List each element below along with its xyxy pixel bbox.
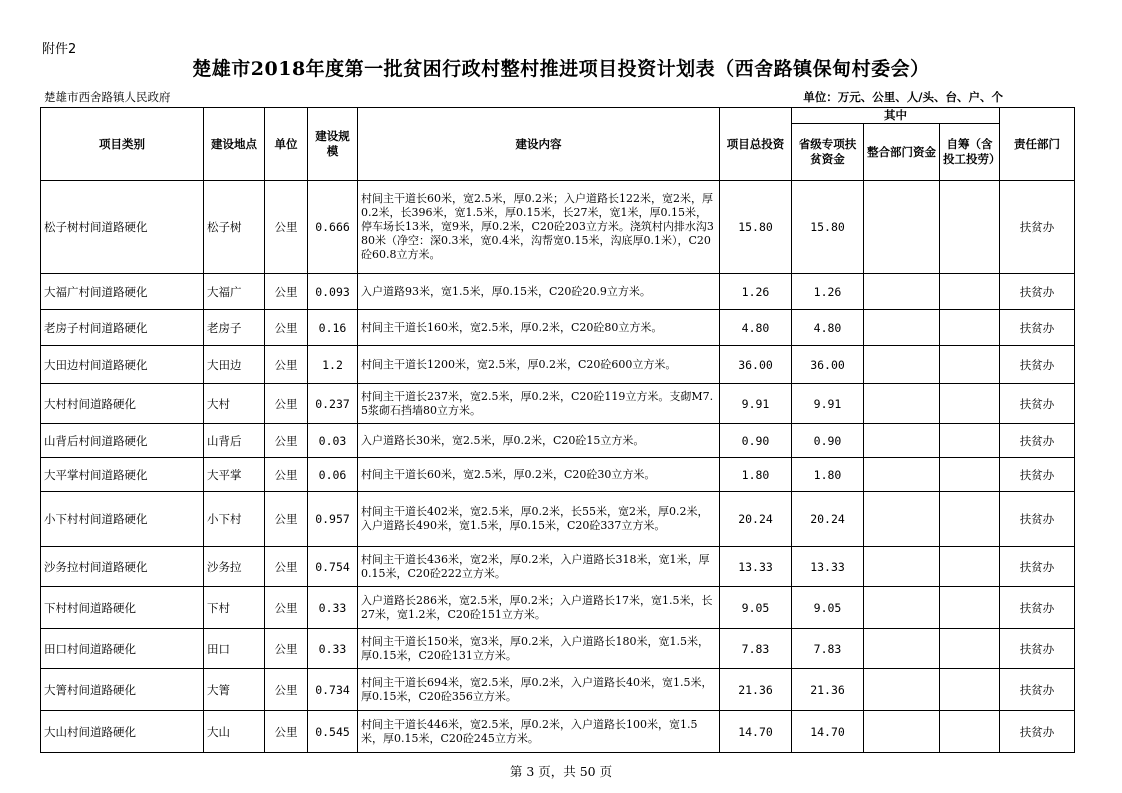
- cell-location: 山背后: [204, 424, 265, 458]
- cell-location: 大田边: [204, 346, 265, 384]
- cell-provincial-funds: 14.70: [792, 711, 864, 753]
- cell-total-investment: 4.80: [720, 310, 792, 346]
- cell-dept-funds: [864, 424, 940, 458]
- cell-self-raised: [940, 181, 1000, 274]
- header-provincial-funds: 省级专项扶贫资金: [792, 124, 864, 181]
- cell-location: 沙务拉: [204, 547, 265, 587]
- cell-dept-funds: [864, 458, 940, 492]
- table-row: [41, 587, 1075, 629]
- cell-location: 大平掌: [204, 458, 265, 492]
- cell-self-raised: [940, 629, 1000, 669]
- cell-responsible-dept: 扶贫办: [1000, 711, 1075, 753]
- table-row: [41, 629, 1075, 669]
- cell-provincial-funds: 36.00: [792, 346, 864, 384]
- table-row: [41, 669, 1075, 711]
- cell-responsible-dept: 扶贫办: [1000, 424, 1075, 458]
- page-footer: 第 3 页，共 50 页: [509, 764, 613, 779]
- cell-content: 村间主干道长694米，宽2.5米，厚0.2米，入户道路长40米，宽1.5米，厚0.15米，C20砼356立方米。: [358, 669, 720, 711]
- cell-dept-funds: [864, 669, 940, 711]
- table-row: [41, 547, 1075, 587]
- cell-total-investment: 9.91: [720, 384, 792, 424]
- cell-dept-funds: [864, 629, 940, 669]
- cell-self-raised: [940, 669, 1000, 711]
- cell-category: 松子树村间道路硬化: [41, 181, 204, 274]
- cell-content: 村间主干道长446米，宽2.5米，厚0.2米，入户道路长100米，宽1.5米，厚0.15米，C20砼245立方米。: [358, 711, 720, 753]
- cell-category: 小下村村间道路硬化: [41, 492, 204, 547]
- cell-category: 大村村间道路硬化: [41, 384, 204, 424]
- cell-provincial-funds: 7.83: [792, 629, 864, 669]
- cell-content: 村间主干道长1200米，宽2.5米，厚0.2米，C20砼600立方米。: [358, 346, 720, 384]
- header-content: 建设内容: [358, 108, 720, 181]
- cell-content: 入户道路长30米，宽2.5米，厚0.2米，C20砼15立方米。: [358, 424, 720, 458]
- cell-self-raised: [940, 310, 1000, 346]
- cell-dept-funds: [864, 587, 940, 629]
- cell-dept-funds: [864, 492, 940, 547]
- cell-unit: 公里: [265, 492, 308, 547]
- cell-category: 大平掌村间道路硬化: [41, 458, 204, 492]
- header-unit: 单位: [265, 108, 308, 181]
- cell-responsible-dept: 扶贫办: [1000, 629, 1075, 669]
- cell-responsible-dept: 扶贫办: [1000, 310, 1075, 346]
- cell-location: 大山: [204, 711, 265, 753]
- cell-dept-funds: [864, 181, 940, 274]
- header-responsible-dept: 责任部门: [1000, 108, 1075, 181]
- cell-self-raised: [940, 458, 1000, 492]
- cell-provincial-funds: 15.80: [792, 181, 864, 274]
- cell-scale: 0.093: [308, 274, 358, 310]
- attachment-label: 附件2: [42, 42, 77, 57]
- cell-dept-funds: [864, 274, 940, 310]
- cell-provincial-funds: 9.91: [792, 384, 864, 424]
- cell-dept-funds: [864, 346, 940, 384]
- cell-total-investment: 36.00: [720, 346, 792, 384]
- header-group-among: 其中: [792, 108, 1000, 124]
- cell-unit: 公里: [265, 629, 308, 669]
- cell-content: 村间主干道长237米，宽2.5米，厚0.2米，C20砼119立方米。支砌M7.5浆砌石挡墙80立方米。: [358, 384, 720, 424]
- cell-unit: 公里: [265, 711, 308, 753]
- cell-category: 老房子村间道路硬化: [41, 310, 204, 346]
- cell-category: 大福广村间道路硬化: [41, 274, 204, 310]
- cell-scale: 0.666: [308, 181, 358, 274]
- cell-category: 田口村间道路硬化: [41, 629, 204, 669]
- cell-category: 大箐村间道路硬化: [41, 669, 204, 711]
- cell-category: 大山村间道路硬化: [41, 711, 204, 753]
- cell-responsible-dept: 扶贫办: [1000, 547, 1075, 587]
- cell-scale: 1.2: [308, 346, 358, 384]
- cell-dept-funds: [864, 547, 940, 587]
- cell-responsible-dept: 扶贫办: [1000, 458, 1075, 492]
- cell-location: 大村: [204, 384, 265, 424]
- header-category: 项目类别: [41, 108, 204, 181]
- cell-self-raised: [940, 587, 1000, 629]
- cell-provincial-funds: 1.80: [792, 458, 864, 492]
- cell-scale: 0.33: [308, 587, 358, 629]
- cell-content: 村间主干道长160米，宽2.5米，厚0.2米，C20砼80立方米。: [358, 310, 720, 346]
- cell-unit: 公里: [265, 547, 308, 587]
- cell-total-investment: 21.36: [720, 669, 792, 711]
- cell-responsible-dept: 扶贫办: [1000, 181, 1075, 274]
- cell-category: 山背后村间道路硬化: [41, 424, 204, 458]
- cell-responsible-dept: 扶贫办: [1000, 274, 1075, 310]
- header-dept-funds: 整合部门资金: [864, 124, 940, 181]
- cell-self-raised: [940, 492, 1000, 547]
- cell-dept-funds: [864, 384, 940, 424]
- cell-unit: 公里: [265, 669, 308, 711]
- cell-responsible-dept: 扶贫办: [1000, 346, 1075, 384]
- cell-category: 下村村间道路硬化: [41, 587, 204, 629]
- unit-note: 单位：万元、公里、人/头、台、户、个: [803, 90, 1003, 104]
- cell-self-raised: [940, 424, 1000, 458]
- cell-scale: 0.03: [308, 424, 358, 458]
- cell-total-investment: 1.26: [720, 274, 792, 310]
- cell-location: 下村: [204, 587, 265, 629]
- table-row: [41, 492, 1075, 547]
- cell-responsible-dept: 扶贫办: [1000, 384, 1075, 424]
- cell-provincial-funds: 20.24: [792, 492, 864, 547]
- organization-name: 楚雄市西舍路镇人民政府: [44, 90, 171, 104]
- cell-self-raised: [940, 711, 1000, 753]
- cell-scale: 0.33: [308, 629, 358, 669]
- cell-content: 村间主干道长60米，宽2.5米，厚0.2米，C20砼30立方米。: [358, 458, 720, 492]
- cell-total-investment: 15.80: [720, 181, 792, 274]
- table-row: [41, 274, 1075, 310]
- table-row: [41, 424, 1075, 458]
- cell-scale: 0.754: [308, 547, 358, 587]
- cell-dept-funds: [864, 310, 940, 346]
- cell-total-investment: 7.83: [720, 629, 792, 669]
- cell-dept-funds: [864, 711, 940, 753]
- table-row: [41, 458, 1075, 492]
- cell-scale: 0.16: [308, 310, 358, 346]
- cell-unit: 公里: [265, 458, 308, 492]
- cell-provincial-funds: 1.26: [792, 274, 864, 310]
- cell-location: 小下村: [204, 492, 265, 547]
- page-title: 楚雄市2018年度第一批贫困行政村整村推进项目投资计划表（西舍路镇保甸村委会）: [192, 58, 930, 80]
- table-row: [41, 346, 1075, 384]
- cell-location: 大箐: [204, 669, 265, 711]
- cell-self-raised: [940, 547, 1000, 587]
- cell-content: 村间主干道长436米，宽2米，厚0.2米，入户道路长318米，宽1米，厚0.15米，C20砼222立方米。: [358, 547, 720, 587]
- cell-provincial-funds: 4.80: [792, 310, 864, 346]
- cell-unit: 公里: [265, 310, 308, 346]
- cell-location: 松子树: [204, 181, 265, 274]
- cell-location: 大福广: [204, 274, 265, 310]
- cell-scale: 0.237: [308, 384, 358, 424]
- cell-category: 大田边村间道路硬化: [41, 346, 204, 384]
- table-row: [41, 711, 1075, 753]
- cell-scale: 0.06: [308, 458, 358, 492]
- cell-provincial-funds: 0.90: [792, 424, 864, 458]
- table-row: [41, 384, 1075, 424]
- header-self-raised: 自筹（含投工投劳）: [940, 124, 1000, 181]
- header-scale: 建设规模: [308, 108, 358, 181]
- cell-content: 村间主干道长60米，宽2.5米，厚0.2米；入户道路长122米，宽2米，厚0.2米，长396米，宽1.5米，厚0.15米，长27米，宽1米，厚0.15米，停车场长13米，宽9米，厚0.2米，C20砼203立方米。浇筑村内排水沟380米（净空：深0.3米，宽0.4米，沟帮宽0.15米，沟底厚0.1米），C20砼60.8立方米。: [358, 181, 720, 274]
- header-location: 建设地点: [204, 108, 265, 181]
- cell-unit: 公里: [265, 587, 308, 629]
- cell-scale: 0.957: [308, 492, 358, 547]
- cell-total-investment: 0.90: [720, 424, 792, 458]
- cell-category: 沙务拉村间道路硬化: [41, 547, 204, 587]
- cell-scale: 0.545: [308, 711, 358, 753]
- cell-content: 入户道路长286米，宽2.5米，厚0.2米；入户道路长17米，宽1.5米，长27米，宽1.2米，C20砼151立方米。: [358, 587, 720, 629]
- cell-unit: 公里: [265, 384, 308, 424]
- cell-responsible-dept: 扶贫办: [1000, 669, 1075, 711]
- cell-responsible-dept: 扶贫办: [1000, 492, 1075, 547]
- cell-location: 老房子: [204, 310, 265, 346]
- cell-self-raised: [940, 346, 1000, 384]
- cell-total-investment: 9.05: [720, 587, 792, 629]
- cell-unit: 公里: [265, 346, 308, 384]
- cell-total-investment: 13.33: [720, 547, 792, 587]
- cell-provincial-funds: 13.33: [792, 547, 864, 587]
- cell-provincial-funds: 9.05: [792, 587, 864, 629]
- cell-self-raised: [940, 274, 1000, 310]
- cell-location: 田口: [204, 629, 265, 669]
- table-row: [41, 310, 1075, 346]
- cell-provincial-funds: 21.36: [792, 669, 864, 711]
- cell-total-investment: 14.70: [720, 711, 792, 753]
- cell-unit: 公里: [265, 274, 308, 310]
- table-row: [41, 181, 1075, 274]
- cell-scale: 0.734: [308, 669, 358, 711]
- cell-unit: 公里: [265, 424, 308, 458]
- cell-content: 村间主干道长150米，宽3米，厚0.2米，入户道路长180米，宽1.5米，厚0.15米，C20砼131立方米。: [358, 629, 720, 669]
- cell-self-raised: [940, 384, 1000, 424]
- investment-plan-table: [40, 107, 1075, 753]
- header-total-investment: 项目总投资: [720, 108, 792, 181]
- cell-total-investment: 1.80: [720, 458, 792, 492]
- cell-total-investment: 20.24: [720, 492, 792, 547]
- cell-unit: 公里: [265, 181, 308, 274]
- cell-responsible-dept: 扶贫办: [1000, 587, 1075, 629]
- cell-content: 村间主干道长402米，宽2.5米，厚0.2米，长55米，宽2米，厚0.2米，入户道路长490米，宽1.5米，厚0.15米，C20砼337立方米。: [358, 492, 720, 547]
- cell-content: 入户道路93米，宽1.5米，厚0.15米，C20砼20.9立方米。: [358, 274, 720, 310]
